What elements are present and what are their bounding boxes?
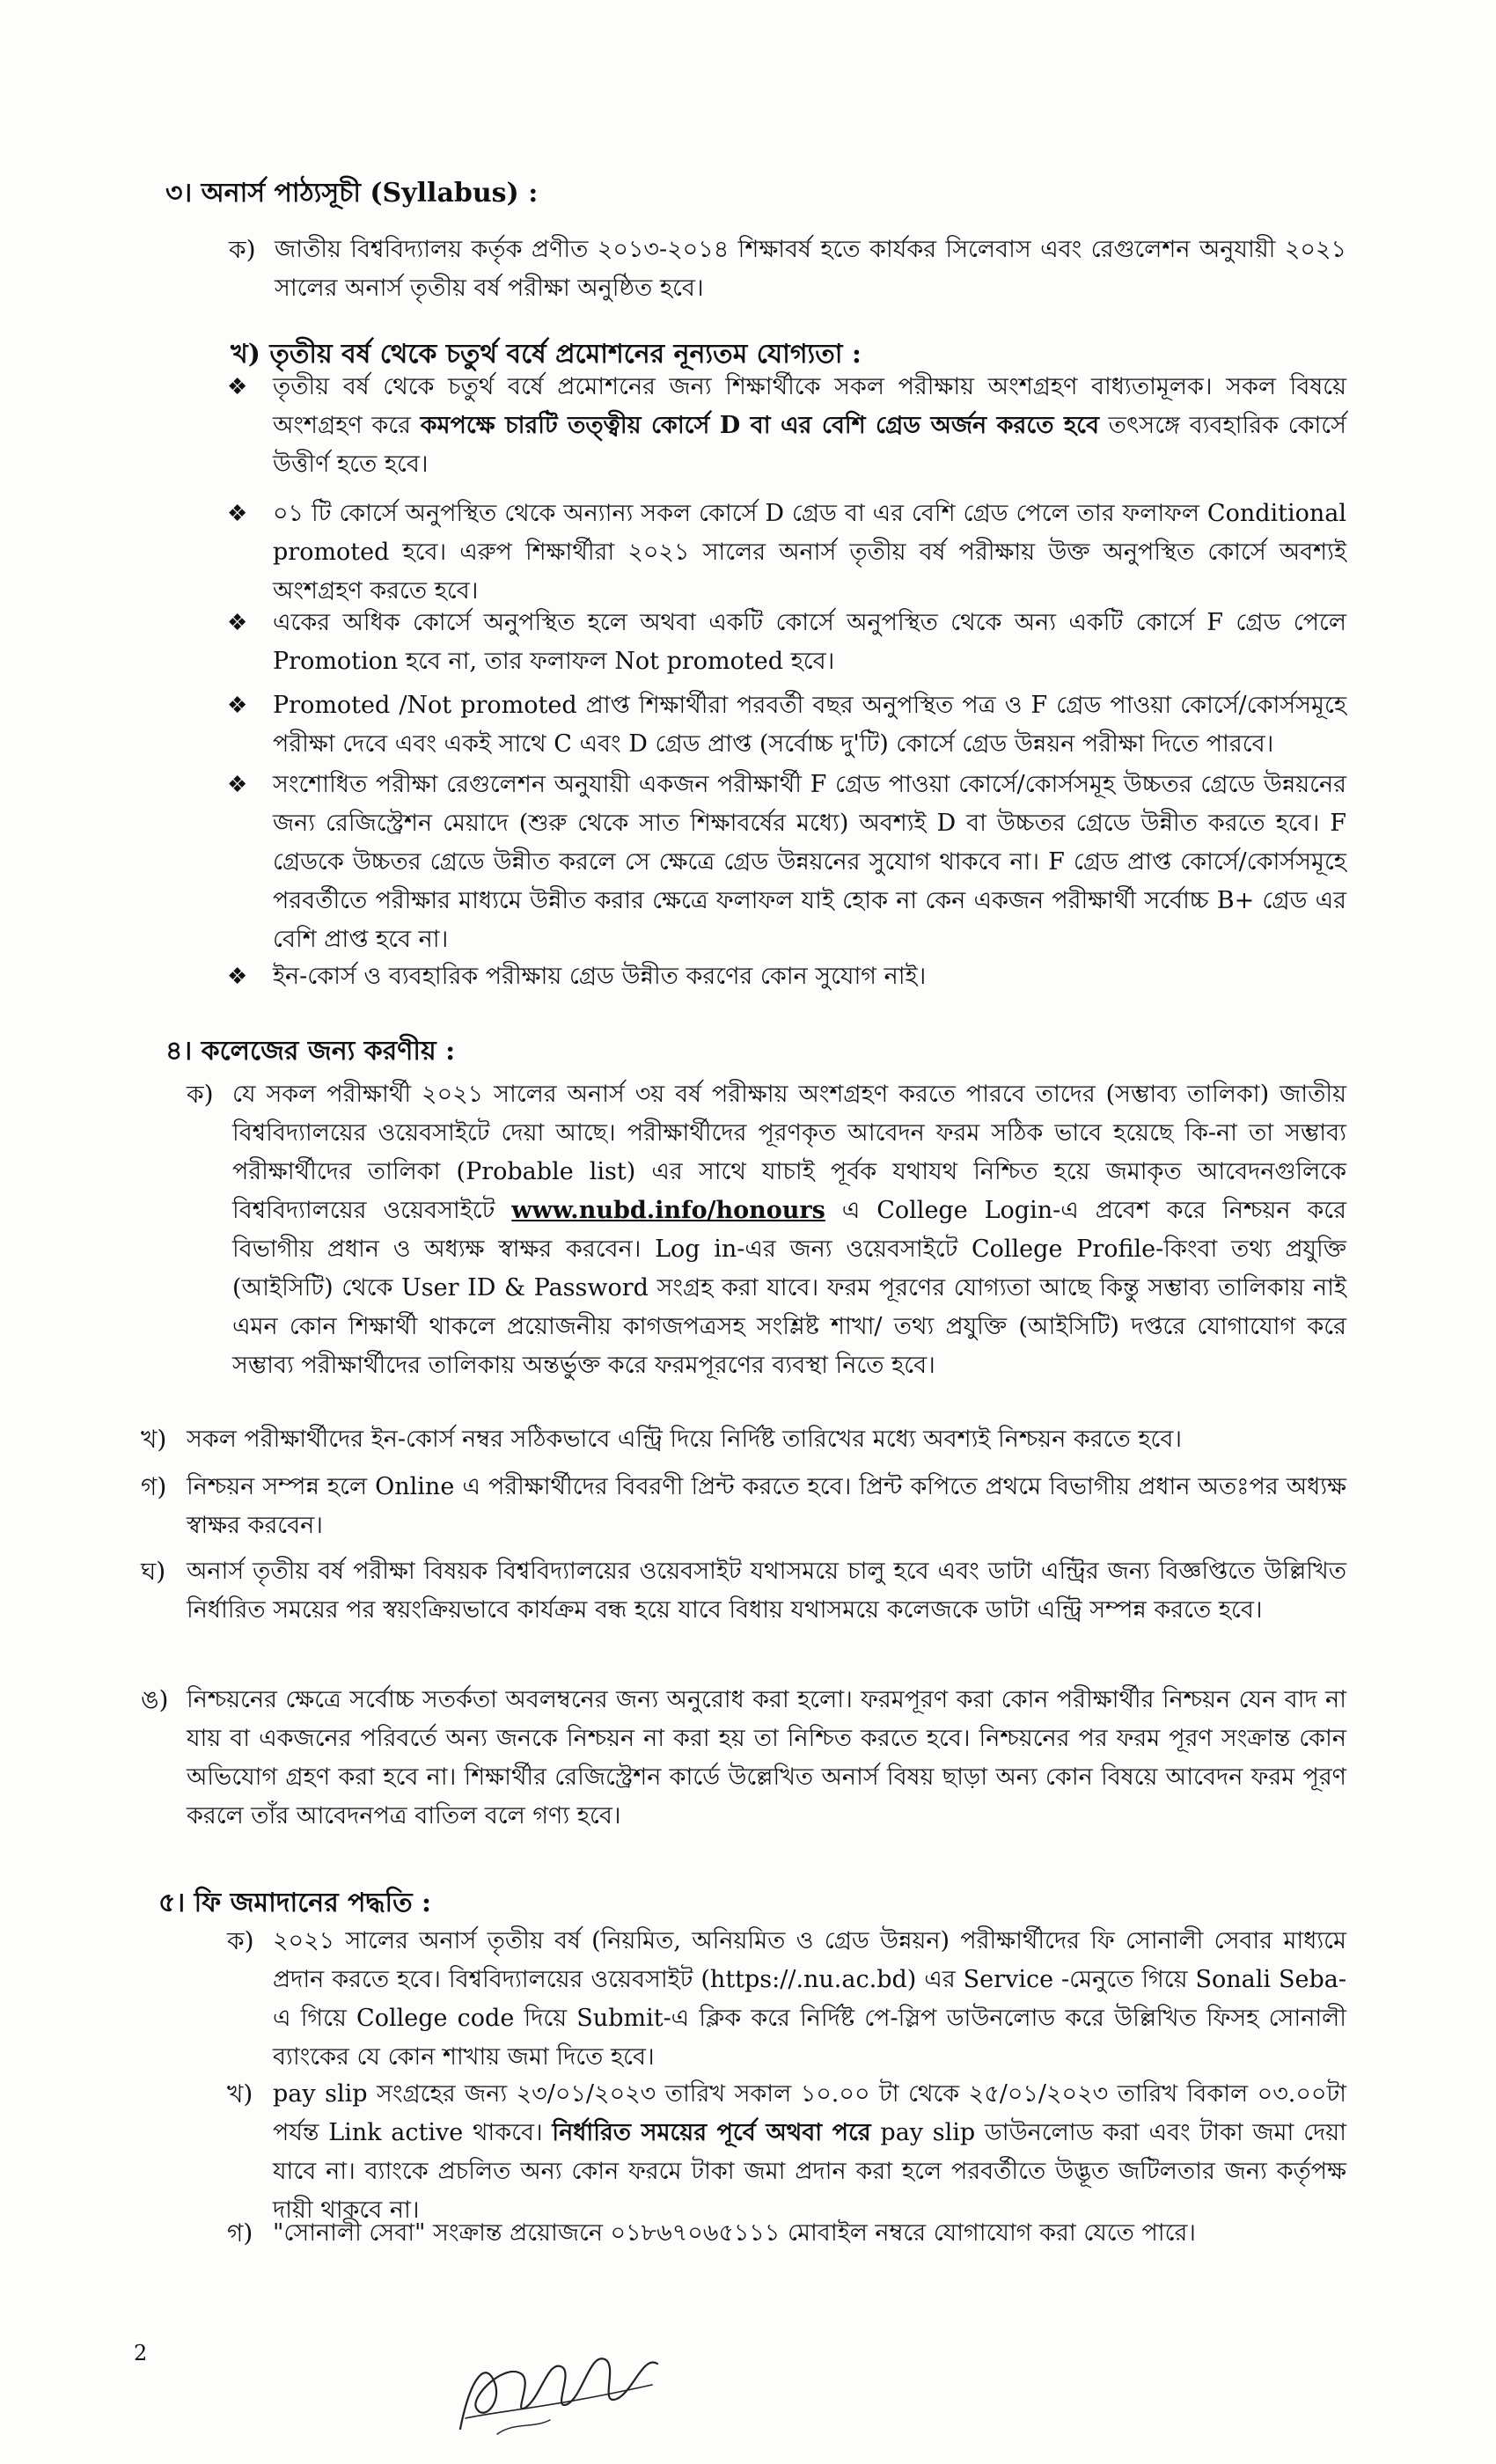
- item-text: pay slip সংগ্রহের জন্য ২৩/০১/২০২৩ তারিখ সকাল ১০.০০ টা থেকে ২৫/০১/২০২৩ তারিখ বিকাল ০৩.০০টা পর্যন্ত Link active থাকবে। নির্ধারিত সময়ের পূর্বে অথবা পরে pay slip ডাউনলোড করা এবং টাকা জমা দেয়া যাবে না। ব্যাংকে প্রচলিত অন্য কোন ফরমে টাকা জমা প্রদান করা হলে পরবর্তীতে উদ্ভূত জটিলতার জন্য কর্তৃপক্ষ দায়ী থাকবে না।: [273, 2080, 1346, 2224]
- item-marker: ঘ): [141, 1557, 166, 1586]
- item-text: ০১ টি কোর্সে অনুপস্থিত থেকে অন্যান্য সকল কোর্সে D গ্রেড বা এর বেশি গ্রেড পেলে তার ফলাফল Conditional promoted হবে। এরুপ শিক্ষার্থীরা ২০২১ সালের অনার্স তৃতীয় বর্ষ পরীক্ষায় উক্ত অনুপস্থিত কোর্সে অবশ্যই অংশগ্রহণ করতে হবে।: [273, 500, 1346, 605]
- item-text: ২০২১ সালের অনার্স তৃতীয় বর্ষ (নিয়মিত, অনিয়মিত ও গ্রেড উন্নয়ন) পরীক্ষার্থীদের ফি সোনালী সেবার মাধ্যমে প্রদান করতে হবে। বিশ্ববিদ্যালয়ের ওয়েবসাইট (https://.nu.ac.bd) এর Service -মেনুতে গিয়ে Sonali Seba-এ গিয়ে College code দিয়ে Submit-এ ক্লিক করে নির্দিষ্ট পে-স্লিপ ডাউনলোড করে উল্লিখিত ফিসহ সোনালী ব্যাংকের যে কোন শাখায় জমা দিতে হবে।: [273, 1927, 1346, 2071]
- section-4-item-ga: [141, 1468, 1346, 1545]
- section-4-item-kha: [141, 1420, 1346, 1459]
- bullet-icon: ❖: [227, 693, 248, 719]
- bullet-item-2: [227, 495, 1346, 611]
- section-5-item-ka: [227, 1922, 1346, 2077]
- section-3-heading: ৩। অনার্স পাঠ্যসূচী (Syllabus) :: [165, 178, 539, 209]
- item-text: সকল পরীক্ষার্থীদের ইন-কোর্স নম্বর সঠিকভাবে এন্ট্রি দিয়ে নির্দিষ্ট তারিখের মধ্যে অবশ্যই নিশ্চয়ন করতে হবে।: [187, 1426, 1183, 1453]
- website-link[interactable]: www.nubd.info/honours: [511, 1197, 825, 1224]
- section-3-item-ka: [229, 231, 1346, 308]
- item-text: তৃতীয় বর্ষ থেকে চতুর্থ বর্ষে প্রমোশনের জন্য শিক্ষার্থীকে সকল পরীক্ষায় অংশগ্রহণ বাধ্যতামূলক। সকল বিষয়ে অংশগ্রহণ করে কমপক্ষে চারটি তত্ত্বীয় কোর্সে D বা এর বেশি গ্রেড অর্জন করতে হবে তৎসঙ্গে ব্যবহারিক কোর্সে উত্তীর্ণ হতে হবে।: [273, 373, 1346, 478]
- signature-image: [444, 2323, 673, 2446]
- bullet-item-1: [227, 368, 1346, 484]
- bullet-icon: ❖: [227, 501, 248, 527]
- item-text: ইন-কোর্স ও ব্যবহারিক পরীক্ষায় গ্রেড উন্নীত করণের কোন সুযোগ নাই।: [273, 963, 927, 990]
- bullet-icon: ❖: [227, 772, 248, 798]
- bullet-icon: ❖: [227, 610, 248, 636]
- item-text: "সোনালী সেবা" সংক্রান্ত প্রয়োজনে ০১৮৬৭০৬৫১১১ মোবাইল নম্বরে যোগাযোগ করা যেতে পারে।: [273, 2219, 1196, 2247]
- item-marker: খ): [141, 1425, 167, 1454]
- item-marker: ক): [187, 1080, 214, 1109]
- item-text: নিশ্চয়ন সম্পন্ন হলে Online এ পরীক্ষার্থীদের বিবরণী প্রিন্ট করতে হবে। প্রিন্ট কপিতে প্রথমে বিভাগীয় প্রধান অতঃপর অধ্যক্ষ স্বাক্ষর করবেন।: [187, 1473, 1346, 1539]
- item-marker: গ): [141, 1472, 167, 1501]
- item-text: যে সকল পরীক্ষার্থী ২০২১ সালের অনার্স ৩য় বর্ষ পরীক্ষায় অংশগ্রহণ করতে পারবে তাদের (সম্ভাব্য তালিকা) জাতীয় বিশ্ববিদ্যালয়ের ওয়েবসাইটে দেয়া আছে। পরীক্ষার্থীদের পূরণকৃত আবেদন ফরম সঠিক ভাবে হয়েছে কি-না তা সম্ভাব্য পরীক্ষার্থীদের তালিকা (Probable list) এর সাথে যাচাই পূর্বক যথাযথ নিশ্চিত হয়ে জমাকৃত আবেদনগুলিকে বিশ্ববিদ্যালয়ের ওয়েবসাইটে www.nubd.info/honours এ College Login-এ প্রবেশ করে নিশ্চয়ন করে বিভাগীয় প্রধান ও অধ্যক্ষ স্বাক্ষর করবেন। Log in-এর জন্য ওয়েবসাইটে College Profile-কিংবা তথ্য প্রযুক্তি (আইসিটি) থেকে User ID & Password সংগ্রহ করা যাবে। ফরম পূরণের যোগ্যতা আছে কিন্তু সম্ভাব্য তালিকায় নাই এমন কোন শিক্ষার্থী থাকলে প্রয়োজনীয় কাগজপত্রসহ সংশ্লিষ্ট শাখা/ তথ্য প্রযুক্তি (আইসিটি) দপ্তরে যোগাযোগ করে সম্ভাব্য পরীক্ষার্থীদের তালিকায় অন্তর্ভুক্ত করে ফরমপূরণের ব্যবস্থা নিতে হবে।: [232, 1081, 1346, 1379]
- item-marker: ক): [227, 1926, 254, 1955]
- bullet-item-4: [227, 686, 1346, 764]
- bullet-icon: ❖: [227, 374, 248, 400]
- item-text: একের অধিক কোর্সে অনুপস্থিত হলে অথবা একটি কোর্সে অনুপস্থিত থেকে অন্য একটি কোর্সে F গ্রেড পেলে Promotion হবে না, তার ফলাফল Not promoted হবে।: [273, 609, 1346, 675]
- item-text: Promoted /Not promoted প্রাপ্ত শিক্ষার্থীরা পরবর্তী বছর অনুপস্থিত পত্র ও F গ্রেড পাওয়া কোর্সে/কোর্সসমূহে পরীক্ষা দেবে এবং একই সাথে C এবং D গ্রেড প্রাপ্ত (সর্বোচ্চ দু'টি) কোর্সে গ্রেড উন্নয়ন পরীক্ষা দিতে পারবে।: [273, 692, 1346, 758]
- bullet-item-5: [227, 766, 1346, 959]
- item-marker: ঙ): [141, 1685, 169, 1714]
- page-number: 2: [134, 2341, 148, 2365]
- bullet-item-6: [227, 957, 1346, 996]
- item-marker: গ): [227, 2218, 253, 2248]
- section-4-item-ka: [187, 1075, 1346, 1385]
- section-4-item-uma: [141, 1681, 1346, 1836]
- item-text: নিশ্চয়নের ক্ষেত্রে সর্বোচ্চ সতর্কতা অবলম্বনের জন্য অনুরোধ করা হলো। ফরমপূরণ করা কোন পরীক্ষার্থীর নিশ্চয়ন যেন বাদ না যায় বা একজনের পরিবর্তে অন্য জনকে নিশ্চয়ন না করা হয় তা নিশ্চিত করতে হবে। নিশ্চয়নের পর ফরম পূরণ সংক্রান্ত কোন অভিযোগ গ্রহণ করা হবে না। শিক্ষার্থীর রেজিস্ট্রেশন কার্ডে উল্লেখিত অনার্স বিষয় ছাড়া অন্য কোন বিষয়ে আবেদন ফরম পূরণ করলে তাঁর আবেদনপত্র বাতিল বলে গণ্য হবে।: [187, 1686, 1346, 1830]
- item-marker: খ): [227, 2079, 253, 2108]
- section-5-heading: ৫। ফি জমাদানের পদ্ধতি :: [158, 1888, 432, 1918]
- bullet-item-3: [227, 604, 1346, 681]
- item-text: জাতীয় বিশ্ববিদ্যালয় কর্তৃক প্রণীত ২০১৩-২০১৪ শিক্ষাবর্ষ হতে কার্যকর সিলেবাস এবং রেগুলেশন অনুযায়ী ২০২১ সালের অনার্স তৃতীয় বর্ষ পরীক্ষা অনুষ্ঠিত হবে।: [275, 236, 1346, 302]
- item-marker: ক): [229, 235, 256, 264]
- section-4-heading: ৪। কলেজের জন্য করণীয় :: [165, 1036, 456, 1067]
- bullet-icon: ❖: [227, 964, 248, 990]
- section-3-subheading-kha: খ) তৃতীয় বর্ষ থেকে চতুর্থ বর্ষে প্রমোশনের নূন্যতম যোগ্যতা :: [231, 339, 862, 370]
- section-5-item-kha: [227, 2075, 1346, 2230]
- item-text: সংশোধিত পরীক্ষা রেগুলেশন অনুযায়ী একজন পরীক্ষার্থী F গ্রেড পাওয়া কোর্সে/কোর্সসমূহ উচ্চতর গ্রেডে উন্নয়নের জন্য রেজিস্ট্রেশন মেয়াদে (শুরু থেকে সাত শিক্ষাবর্ষের মধ্যে) অবশ্যই D বা উচ্চতর গ্রেডে উন্নীত করতে হবে। F গ্রেডকে উচ্চতর গ্রেডে উন্নীত করলে সে ক্ষেত্রে গ্রেড উন্নয়নের সুযোগ থাকবে না। F গ্রেড প্রাপ্ত কোর্সে/কোর্সসমূহে পরবর্তীতে পরীক্ষার মাধ্যমে উন্নীত করার ক্ষেত্রে ফলাফল যাই হোক না কেন একজন পরীক্ষার্থী সর্বোচ্চ B+ গ্রেড এর বেশি প্রাপ্ত হবে না।: [273, 771, 1346, 953]
- item-text: অনার্স তৃতীয় বর্ষ পরীক্ষা বিষয়ক বিশ্ববিদ্যালয়ের ওয়েবসাইট যথাসময়ে চালু হবে এবং ডাটা এন্ট্রির জন্য বিজ্ঞপ্তিতে উল্লিখিত নির্ধারিত সময়ের পর স্বয়ংক্রিয়ভাবে কার্যক্রম বন্ধ হয়ে যাবে বিধায় যথাসময়ে কলেজকে ডাটা এন্ট্রি সম্পন্ন করতে হবে।: [187, 1558, 1346, 1624]
- section-4-item-gha: [141, 1552, 1346, 1630]
- section-5-item-ga: [227, 2214, 1346, 2253]
